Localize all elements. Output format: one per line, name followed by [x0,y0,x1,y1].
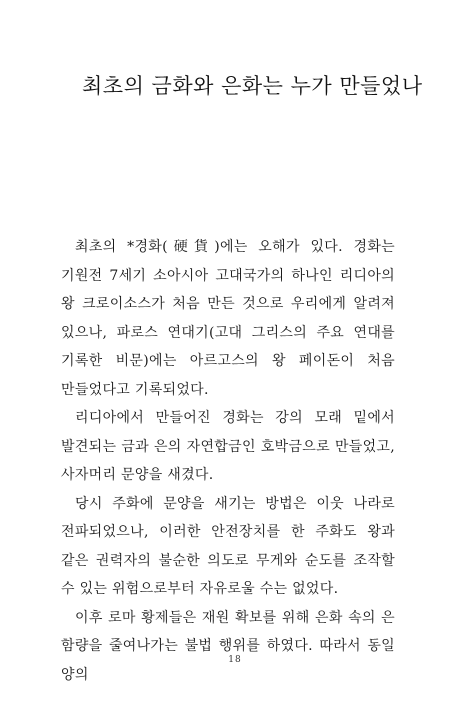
paragraph-3: 당시 주화에 문양을 새기는 방법은 이웃 나라로 전파되었으나, 이러한 안전장치를 한 주화도 왕과 같은 권력자의 불순한 의도로 무게와 순도를 조작할 수 있는 위험으로부터 자유로울 수는 없었다. [61,495,395,597]
chapter-title: 최초의 금화와 은화는 누가 만들었나 [82,74,423,98]
paragraph-1: 최초의 *경화(硬貨)에는 오해가 있다. 경화는 기원전 7세기 소아시아 고대국가의 하나인 리디아의 왕 크로이소스가 처음 만든 것으로 우리에게 알려져 있으나, 파로스 연대기(고대 그리스의 주요 연대를 기록한 비문)에는 아르고스의 왕 페이돈이 처음 만들었다고 기록되었다. [61,239,395,398]
paragraph-4: 이후 로마 황제들은 재원 확보를 위해 은화 속의 은 함량을 줄여나가는 불법 행위를 하였다. 따라서 동일 양의 [61,609,395,683]
page-number: 18 [228,655,242,665]
paragraph-2: 리디아에서 만들어진 경화는 강의 모래 밑에서 발견되는 금과 은의 자연합금인 호박금으로 만들었고, 사자머리 문양을 새겼다. [61,410,395,483]
body-text [61,233,395,689]
